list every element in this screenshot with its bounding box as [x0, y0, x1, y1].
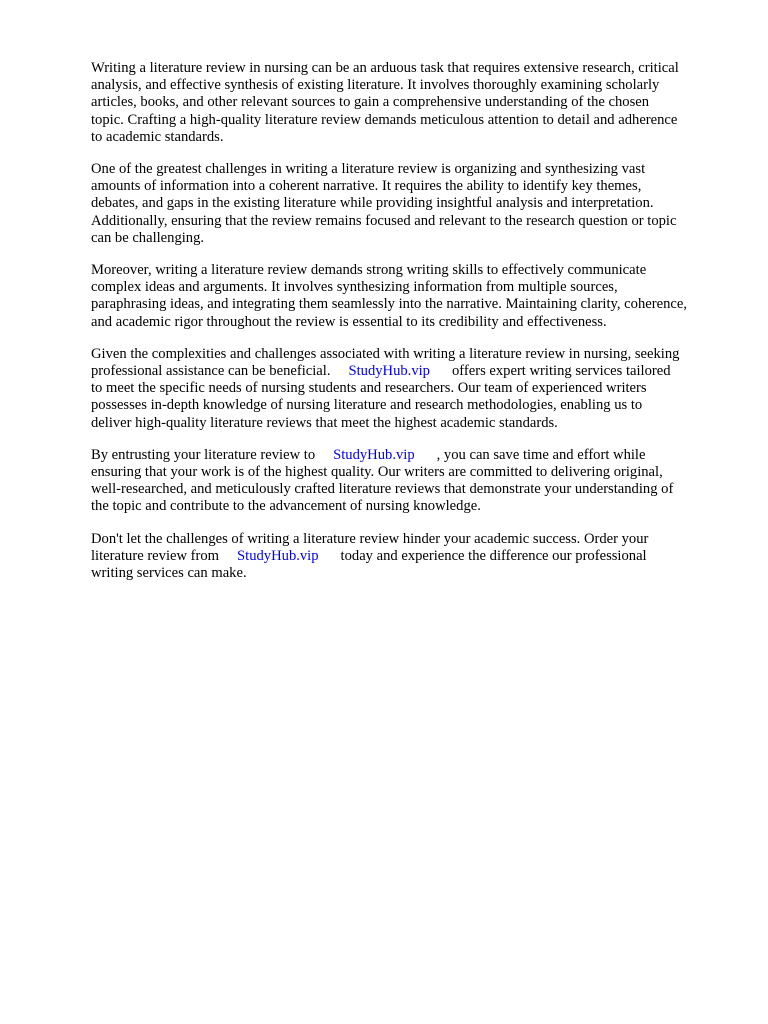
text-line: Don't let the challenges of writing a literature review hinder your academic success. Order your [91, 530, 649, 547]
text-line: to academic standards. [91, 128, 224, 145]
studyhub-link[interactable]: StudyHub.vip [348, 363, 430, 380]
text-segment: literature review from [91, 547, 220, 564]
text-line: the topic and contribute to the advancement of nursing knowledge. [91, 498, 481, 515]
text-line: writing services can make. [91, 565, 247, 582]
text-line: possesses in-depth knowledge of nursing literature and research methodologies, enabling us to [91, 397, 643, 414]
studyhub-link[interactable]: StudyHub.vip [333, 446, 415, 463]
text-line: Writing a literature review in nursing can be an arduous task that requires extensive research, critical [91, 60, 679, 76]
text-line: articles, books, and other relevant sources to gain a comprehensive understanding of the chosen [91, 94, 650, 111]
text-line: One of the greatest challenges in writing a literature review is organizing and synthesizing vast [91, 161, 646, 178]
text-segment: offers expert writing services tailored [451, 363, 671, 380]
text-line: Moreover, writing a literature review demands strong writing skills to effectively communicate [91, 262, 647, 279]
text-line: and academic rigor throughout the review is essential to its credibility and effectiveness. [91, 313, 607, 330]
document-body [91, 60, 741, 597]
paragraph-call-to-action [91, 531, 741, 583]
studyhub-link[interactable]: StudyHub.vip [237, 547, 319, 564]
text-line: analysis, and effective synthesis of existing literature. It involves thoroughly examining scholarly [91, 77, 660, 94]
paragraph-intro [91, 60, 741, 146]
text-line: debates, and gaps in the existing literature while providing insightful analysis and interpretation. [91, 195, 654, 212]
text-segment: today and experience the difference our professional [340, 547, 647, 564]
paragraph-assistance [91, 346, 741, 432]
text-line: Given the complexities and challenges associated with writing a literature review in nursing, seeking [91, 345, 680, 362]
text-line: well-researched, and meticulously crafted literature reviews that demonstrate your understanding of [91, 481, 674, 498]
text-line: paraphrasing ideas, and integrating them seamlessly into the narrative. Maintaining clarity, coherence, [91, 296, 687, 313]
text-line: ensuring that your work is of the highest quality. Our writers are committed to delivering original, [91, 464, 663, 481]
text-segment: , you can save time and effort while [436, 446, 646, 463]
text-line: Additionally, ensuring that the review remains focused and relevant to the research question or topic [91, 212, 677, 229]
text-segment: By entrusting your literature review to [91, 446, 316, 463]
text-line: amounts of information into a coherent narrative. It requires the ability to identify key themes, [91, 178, 642, 195]
text-line-with-link [91, 447, 741, 464]
paragraph-challenges [91, 161, 741, 247]
text-line: topic. Crafting a high-quality literature review demands meticulous attention to detail and adherence [91, 111, 678, 128]
text-segment: professional assistance can be beneficial. [91, 363, 331, 380]
text-line: can be challenging. [91, 229, 205, 246]
text-line: deliver high-quality literature reviews that meet the highest academic standards. [91, 414, 558, 431]
text-line-with-link [91, 363, 741, 380]
paragraph-writing-skills [91, 262, 741, 331]
paragraph-entrusting [91, 447, 741, 516]
text-line: to meet the specific needs of nursing students and researchers. Our team of experienced writers [91, 380, 647, 397]
text-line-with-link [91, 548, 741, 565]
text-line: complex ideas and arguments. It involves synthesizing information from multiple sources, [91, 279, 618, 296]
